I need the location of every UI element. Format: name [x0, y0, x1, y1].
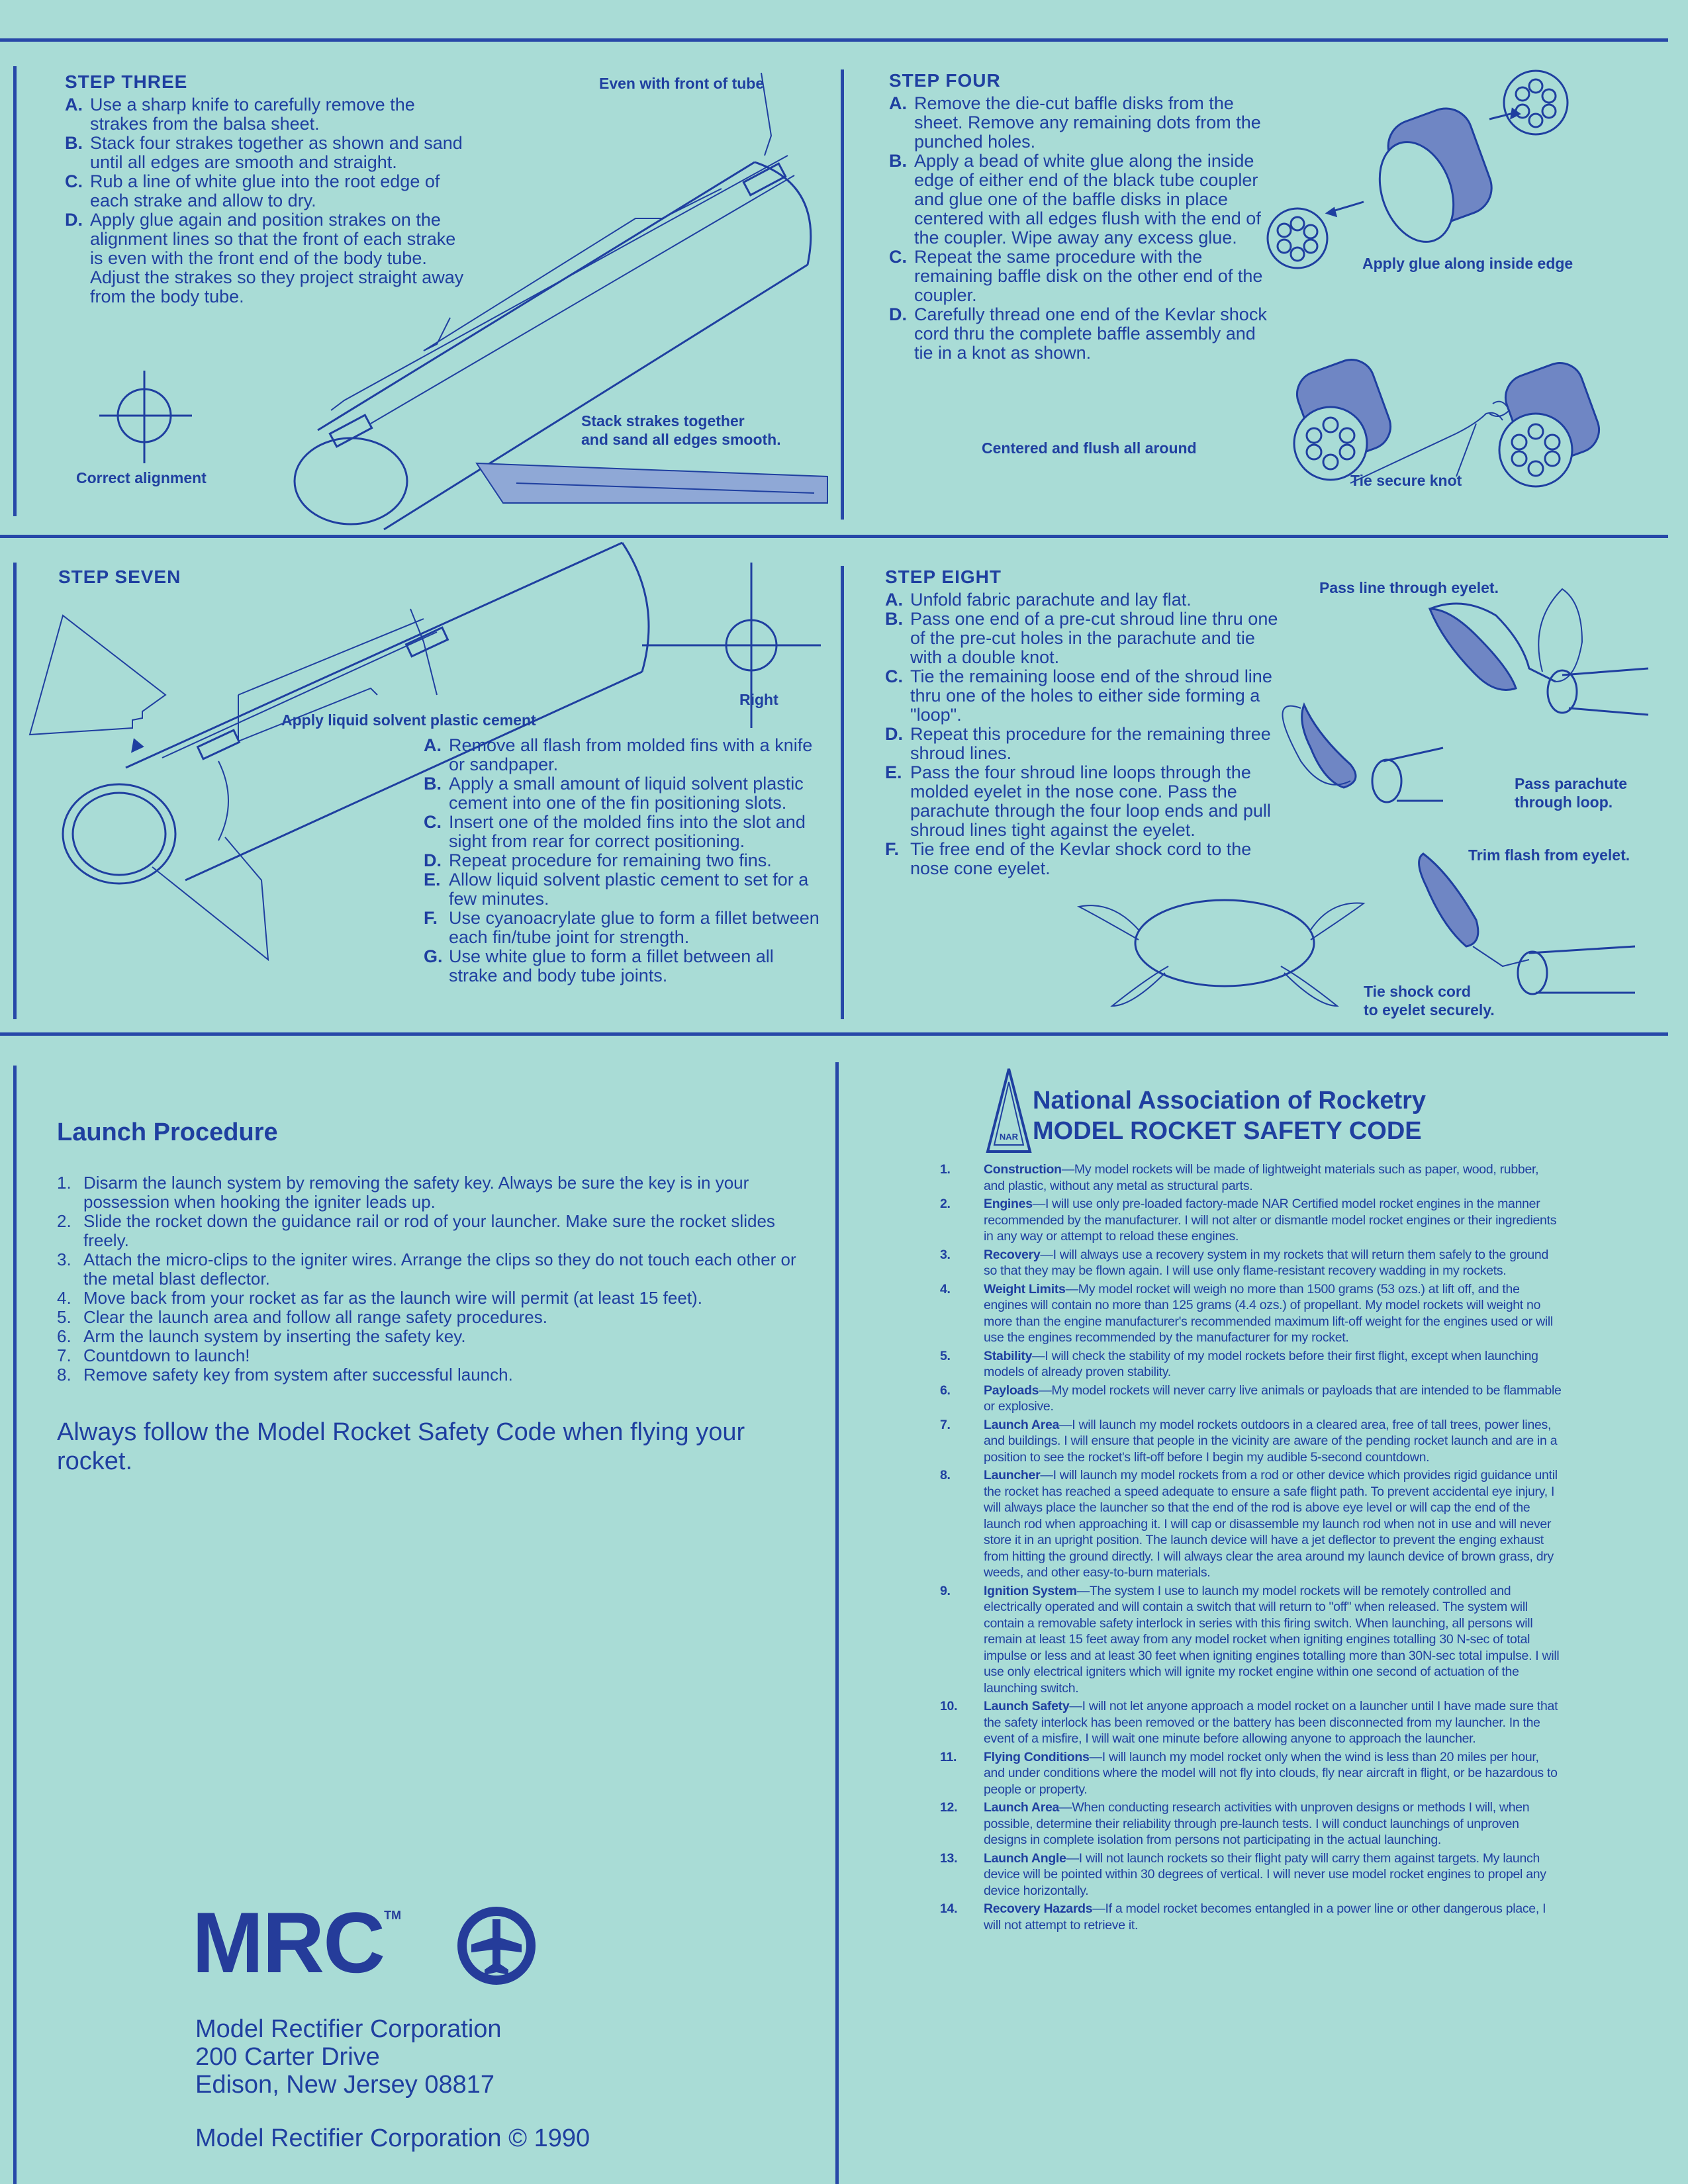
- trademark: TM: [384, 1909, 402, 1922]
- safety-code-title: MODEL ROCKET SAFETY CODE: [1033, 1117, 1422, 1145]
- caption-tie-knot: Tie secure knot: [1350, 472, 1462, 489]
- list-item: D. Apply glue again and position strakes on the alignment lines so that the front of each strake is even with the front end of the body tube. Adjust the strakes so they project straight away from the body tube.: [65, 210, 464, 306]
- launch-procedure-title: Launch Procedure: [57, 1118, 278, 1146]
- launch-procedure-panel: [57, 1118, 818, 1476]
- list-item: 3. Recovery—I will always use a recovery system in my rockets that will return them safely to the ground so that they may be flown again. I will use only flame-resistant recovery wadding in my rockets.: [940, 1247, 1548, 1278]
- center-divider-bottom: [835, 1062, 839, 2184]
- list-item: A. Remove the die-cut baffle disks from the sheet. Remove any remaining dots from the punched holes.: [889, 93, 1261, 152]
- caption-apply-cement: Apply liquid solvent plastic cement: [281, 711, 536, 729]
- step-four-list: [889, 94, 1276, 363]
- list-item: C. Repeat the same procedure with the remaining baffle disk on the other end of the coupler.: [889, 247, 1263, 305]
- list-item: F. Tie free end of the Kevlar shock cord to the nose cone eyelet.: [885, 839, 1252, 878]
- list-item: 13. Launch Angle—I will not launch rockets so their flight paty will carry them against targets. My launch device will be pointed within 30 degrees of vertical. I will never use model rocket engines to propel any device horizontally.: [940, 1850, 1546, 1898]
- list-item: B. Apply a bead of white glue along the inside edge of either end of the black tube coupler and glue one of the baffle disks in place centered with all edges flush with the end of the coupler. Wipe away any excess glue.: [889, 151, 1261, 248]
- caption-apply-glue: Apply glue along inside edge: [1362, 255, 1573, 272]
- step-eight-title: STEP EIGHT: [885, 567, 1002, 587]
- list-item: 12. Launch Area—When conducting research activities with unproven designs or methods I will, when possible, determine their reliability through pre-launch tests. I will conduct launchings of unproven designs in complete isolation from persons not participating in the actual launching.: [940, 1800, 1530, 1847]
- list-item: C. Insert one of the molded fins into the slot and sight from rear for correct positioning.: [424, 812, 806, 851]
- list-item: 8. Launcher—I will launch my model rockets from a rod or other device which provides rigid guidance until the rocket has reached a speed adequate to ensure a safe flight path. To prevent accidental eye injury, I will always place the launcher so that the end of the rod is above eye level or will cap the end of the launch rod when approaching it. I will cap or disassemble my launch rod when not in use and will never store it in an upright position. The launch device will have a jet deflector to prevent the enging exhaust from hitting the ground directly. I will always clear the area around my launch device of brown grass, dry weeds, and other easy-to-burn materials.: [940, 1468, 1558, 1580]
- safety-code-list: [940, 1161, 1562, 1933]
- nar-title: National Association of Rocketry: [1033, 1087, 1427, 1115]
- safety-reminder: Always follow the Model Rocket Safety Code when flying your rocket.: [57, 1418, 745, 1475]
- caption-even-with-front: Even with front of tube: [599, 75, 765, 92]
- caption-right: Right: [739, 691, 778, 708]
- nar-logo: [985, 1066, 1033, 1155]
- list-item: G. Use white glue to form a fillet between all strake and body tube joints.: [424, 946, 774, 985]
- company-address: Model Rectifier Corporation 200 Carter Drive Edison, New Jersey 08817: [195, 2015, 502, 2099]
- mrc-logo: MRC™: [192, 1894, 402, 1991]
- center-divider-top: [841, 69, 844, 520]
- list-item: 2. Slide the rocket down the guidance rail or rod of your launcher. Make sure the rocket slides freely.: [57, 1211, 775, 1250]
- list-item: 7. Launch Area—I will launch my model rockets outdoors in a cleared area, free of tall trees, power lines, and buildings. I will ensure that people in the vicinity are aware of the pending rocket launch and are in a position to see the rocket's lift-off before I begin my audible 5-second countdown.: [940, 1417, 1558, 1465]
- copyright: Model Rectifier Corporation © 1990: [195, 2124, 590, 2152]
- list-item: 8. Remove safety key from system after successful launch.: [57, 1365, 513, 1385]
- parachute-illustration: [1053, 569, 1668, 1032]
- baffle-assembly-illustration: [1258, 53, 1668, 503]
- list-item: 4. Weight Limits—My model rocket will weigh no more than 1500 grams (53 ozs.) at lift off, and the engines will contain no more than 125 grams (4.4 ozs.) of propellant. My model rockets will weight no more than the engine manufacturer's recommended maximum lift-off weight for the engines used or will use the engines recommended by the manufacturer for my rocket.: [940, 1281, 1553, 1345]
- caption-pass-parachute: Pass parachute through loop.: [1515, 775, 1628, 811]
- safety-code-panel: [940, 1161, 1562, 1935]
- list-item: D. Repeat procedure for remaining two fins.: [424, 850, 772, 870]
- list-item: 9. Ignition System—The system I use to launch my model rockets will be remotely controlled and electrically operated and will contain a switch that will return to "off" when released. The system will contain a removable safety interlock in series with this firing switch. When launching, all persons will remain at least 15 feet away from any model rocket when igniting engines totalling 30 N-sec of total impulse or less and at least 30 feet when igniting engines totalling more than 30N-sec total impulse. I will use only electrical igniters which will ignite my rocket engine within one second of actuation of the launching switch.: [940, 1583, 1560, 1696]
- list-item: 1. Construction—My model rockets will be made of lightweight materials such as paper, wood, rubber, and plastic, without any metal as structural parts.: [940, 1162, 1539, 1193]
- fin-attachment-illustration: [0, 536, 841, 1032]
- step-seven-title: STEP SEVEN: [58, 567, 181, 587]
- list-item: 7. Countdown to launch!: [57, 1345, 250, 1365]
- list-item: D. Carefully thread one end of the Kevlar shock cord thru the complete baffle assembly and tie in a knot as shown.: [889, 304, 1267, 363]
- list-item: B. Apply a small amount of liquid solvent plastic cement into one of the fin positioning slots.: [424, 774, 804, 813]
- step-four-panel: [889, 70, 1276, 363]
- body-tube-strake-illustration: [0, 0, 841, 536]
- list-item: 1. Disarm the launch system by removing the safety key. Always be sure the key is in your possession when hooking the igniter leads up.: [57, 1173, 749, 1212]
- list-item: 6. Arm the launch system by inserting the safety key.: [57, 1326, 466, 1346]
- list-item: B. Stack four strakes together as shown and sand until all edges are smooth and straight.: [65, 133, 463, 172]
- caption-centered-flush: Centered and flush all around: [982, 439, 1197, 457]
- caption-correct-alignment: Correct alignment: [76, 469, 207, 486]
- list-item: 10. Launch Safety—I will not let anyone approach a model rocket on a launcher until I have made sure that the safety interlock has been removed or the battery has been disconnected from my launcher. In the event of a misfire, I will wait one minute before allowing anyone to approach the launcher.: [940, 1699, 1558, 1746]
- airplane-icon: [444, 1906, 549, 1985]
- list-item: 5. Stability—I will check the stability of my model rockets before their first flight, except when launching models of already proven stability.: [940, 1348, 1538, 1379]
- list-item: E. Allow liquid solvent plastic cement to set for a few minutes.: [424, 870, 809, 909]
- list-item: 14. Recovery Hazards—If a model rocket becomes entangled in a power line or other dangerous place, I will not attempt to retrieve it.: [940, 1901, 1546, 1933]
- list-item: 2. Engines—I will use only pre-loaded factory-made NAR Certified model rocket engines in the manner recommended by the manufacturer. I will not alter or dismantle model rocket engines or their ingredients in any way or attempt to reload these engines.: [940, 1197, 1557, 1244]
- caption-pass-line: Pass line through eyelet.: [1319, 579, 1499, 596]
- list-item: 6. Payloads—My model rockets will never carry live animals or payloads that are intended to be flammable or explosive.: [940, 1383, 1562, 1414]
- list-item: C. Rub a line of white glue into the root edge of each strake and allow to dry.: [65, 171, 440, 210]
- step-three-title: STEP THREE: [65, 71, 188, 92]
- safety-code-header: [1033, 1085, 1426, 1146]
- step-four-title: STEP FOUR: [889, 70, 1001, 91]
- list-item: D. Repeat this procedure for the remaining three shroud lines.: [885, 724, 1271, 763]
- list-item: B. Pass one end of a pre-cut shroud line thru one of the pre-cut holes in the parachute and tie with a double knot.: [885, 609, 1278, 667]
- caption-stack-strakes: Stack strakes together and sand all edges smooth.: [581, 412, 781, 448]
- list-item: 11. Flying Conditions—I will launch my model rocket only when the wind is less than 20 miles per hour, and under conditions where the model will not fly into clouds, fly near aircraft in flight, or be hazardous to people or property.: [940, 1749, 1558, 1797]
- left-border-bottom: [13, 1066, 17, 2184]
- list-item: A. Use a sharp knife to carefully remove the strakes from the balsa sheet.: [65, 95, 415, 134]
- row-divider-2: [0, 1032, 1668, 1036]
- list-item: 3. Attach the micro-clips to the igniter wires. Arrange the clips so they do not touch each other or the metal blast deflector.: [57, 1250, 796, 1289]
- list-item: 5. Clear the launch area and follow all range safety procedures.: [57, 1307, 547, 1327]
- caption-trim-flash: Trim flash from eyelet.: [1468, 846, 1630, 864]
- list-item: 4. Move back from your rocket as far as the launch wire will permit (at least 15 feet).: [57, 1288, 702, 1308]
- list-item: A. Remove all flash from molded fins with a knife or sandpaper.: [424, 735, 813, 774]
- list-item: A. Unfold fabric parachute and lay flat.: [885, 590, 1192, 610]
- caption-tie-shock: Tie shock cord to eyelet securely.: [1364, 983, 1495, 1019]
- nar-logo-text: NAR: [999, 1132, 1019, 1142]
- list-item: C. Tie the remaining loose end of the shroud line thru one of the holes to either side forming a "loop".: [885, 666, 1272, 725]
- center-divider-mid: [841, 566, 844, 1019]
- list-item: F. Use cyanoacrylate glue to form a fillet between each fin/tube joint for strength.: [424, 908, 820, 947]
- launch-procedure-list: [57, 1173, 818, 1385]
- list-item: E. Pass the four shroud line loops through the molded eyelet in the nose cone. Pass the parachute through the four loop ends and pull shroud lines tight against the eyelet.: [885, 762, 1271, 840]
